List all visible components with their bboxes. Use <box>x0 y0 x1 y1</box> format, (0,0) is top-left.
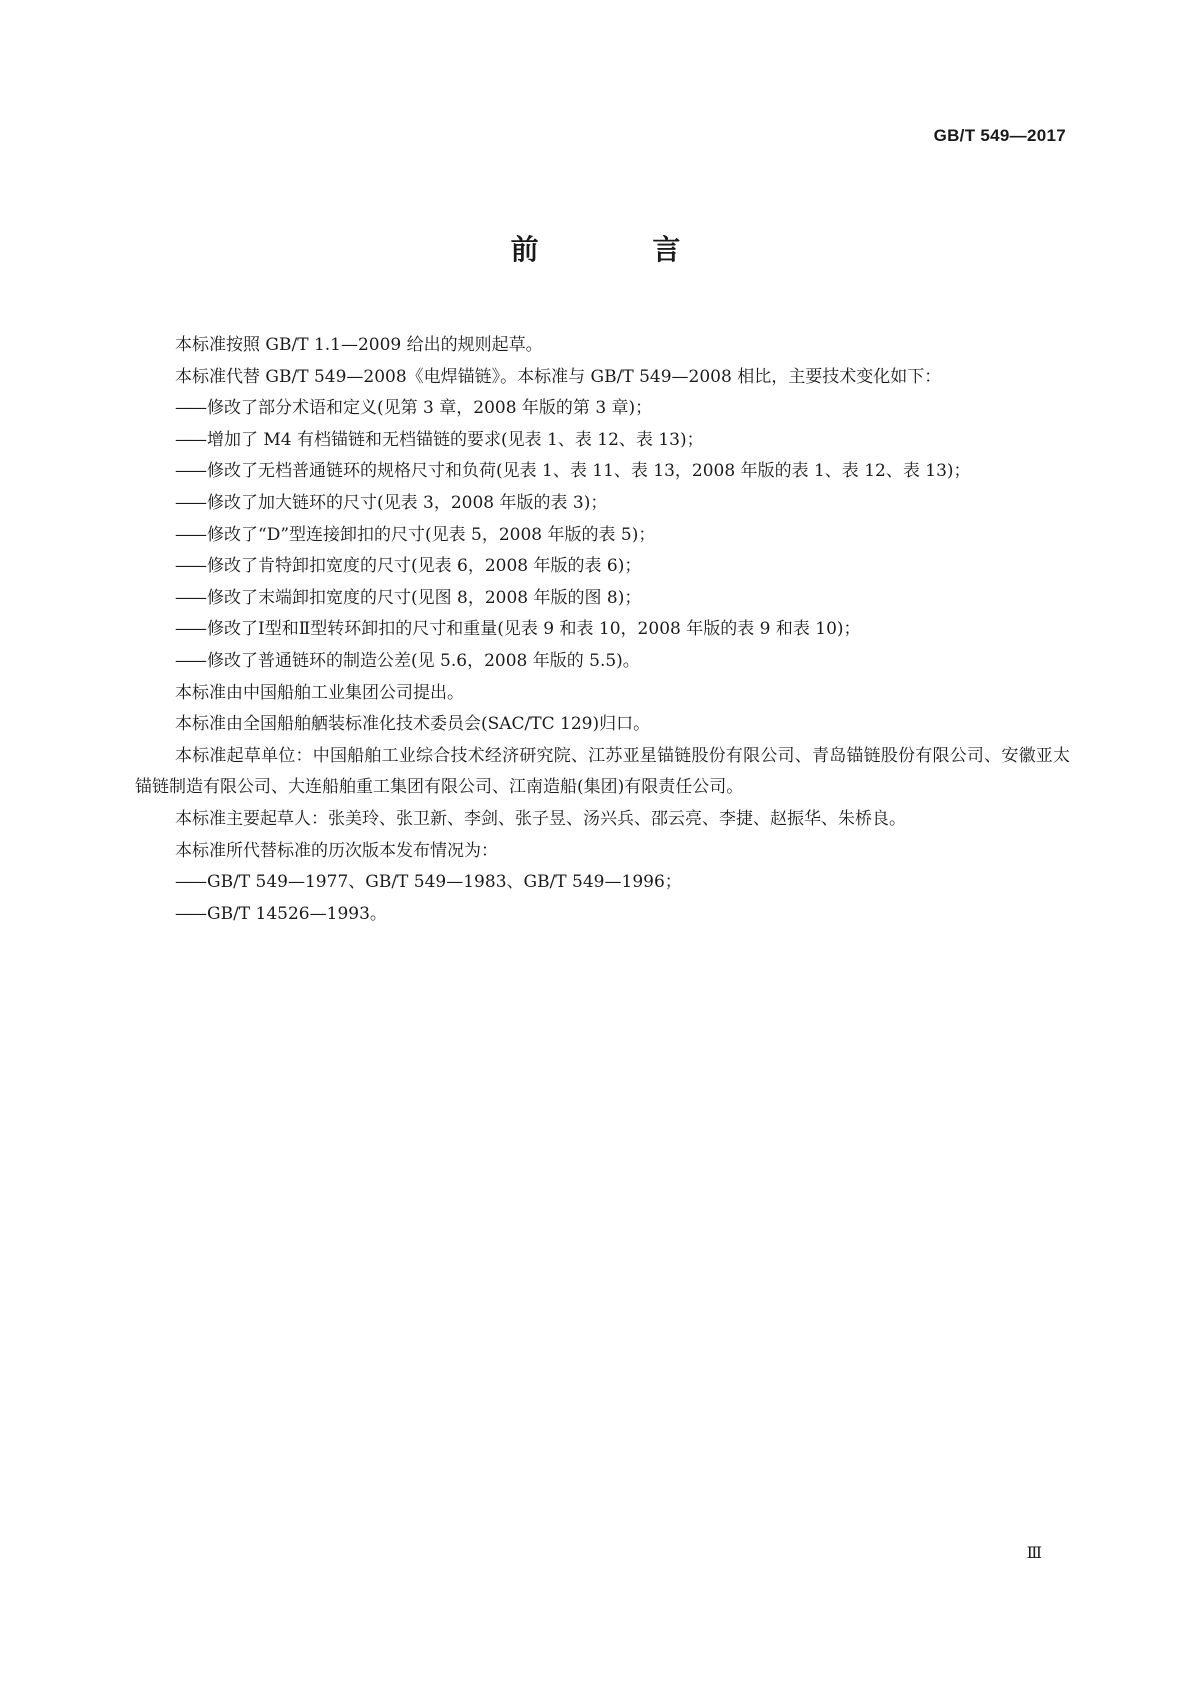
dash-marker: —— <box>175 524 205 545</box>
page-title: 前 言 <box>510 233 733 266</box>
paragraph-history-intro: 本标准所代替标准的历次版本发布情况为： <box>175 840 498 861</box>
dash-marker: —— <box>175 872 205 893</box>
list-item: —— 修改了无档普通链环的规格尺寸和负荷(见表 1、表 11、表 13，2008 年版的表 1、表 12、表 13)； <box>135 456 1070 488</box>
page-number: Ⅲ <box>1026 1545 1041 1562</box>
dash-marker: —— <box>175 492 205 513</box>
standard-code: GB/T 549—2017 <box>933 126 1066 145</box>
dash-marker: —— <box>175 619 205 640</box>
list-item: —— 修改了普通链环的制造公差(见 5.6，2008 年版的 5.5)。 <box>135 646 1070 678</box>
list-item: —— 修改了加大链环的尺寸(见表 3，2008 年版的表 3)； <box>135 488 1070 520</box>
dash-marker: —— <box>175 429 205 450</box>
list-item: —— 修改了末端卸扣宽度的尺寸(见图 8，2008 年版的图 8)； <box>135 583 1070 615</box>
dash-marker: —— <box>175 903 205 924</box>
dash-marker: —— <box>175 650 205 671</box>
list-item: —— GB/T 549—1977、GB/T 549—1983、GB/T 549—1996； <box>135 867 1070 899</box>
foreword-body <box>135 330 1070 930</box>
list-item: —— GB/T 14526—1993。 <box>135 899 1070 931</box>
paragraph-proposer: 本标准由中国船舶工业集团公司提出。 <box>175 682 464 703</box>
list-item: —— 修改了肯特卸扣宽度的尺寸(见表 6，2008 年版的表 6)； <box>135 551 1070 583</box>
paragraph-drafting-units: 本标准起草单位：中国船舶工业综合技术经济研究院、江苏亚星锚链股份有限公司、青岛锚链股份有限公司、安徽亚太锚链制造有限公司、大连船舶重工集团有限公司、江南造船(集团)有限责任公司。 <box>135 745 1070 798</box>
dash-marker: —— <box>175 587 205 608</box>
change-list <box>135 393 1070 677</box>
list-item: —— 修改了Ⅰ型和Ⅱ型转环卸扣的尺寸和重量(见表 9 和表 10，2008 年版的表 9 和表 10)； <box>135 614 1070 646</box>
paragraph-replacement: 本标准代替 GB/T 549—2008《电焊锚链》。本标准与 GB/T 549—2008 相比，主要技术变化如下： <box>175 366 942 387</box>
list-item: —— 修改了部分术语和定义(见第 3 章，2008 年版的第 3 章)； <box>135 393 1070 425</box>
list-item: —— 增加了 M4 有档锚链和无档锚链的要求(见表 1、表 12、表 13)； <box>135 425 1070 457</box>
paragraph-drafting-rules: 本标准按照 GB/T 1.1—2009 给出的规则起草。 <box>175 335 543 355</box>
paragraph-drafters: 本标准主要起草人：张美玲、张卫新、李剑、张子昱、汤兴兵、邵云亮、李捷、赵振华、朱桥良。 <box>175 808 906 829</box>
history-list <box>135 867 1070 930</box>
list-item: —— 修改了“D”型连接卸扣的尺寸(见表 5，2008 年版的表 5)； <box>135 520 1070 552</box>
dash-marker: —— <box>175 461 205 482</box>
dash-marker: —— <box>175 398 205 419</box>
dash-marker: —— <box>175 556 205 577</box>
paragraph-committee: 本标准由全国船舶舾装标准化技术委员会(SAC/TC 129)归口。 <box>175 714 651 735</box>
